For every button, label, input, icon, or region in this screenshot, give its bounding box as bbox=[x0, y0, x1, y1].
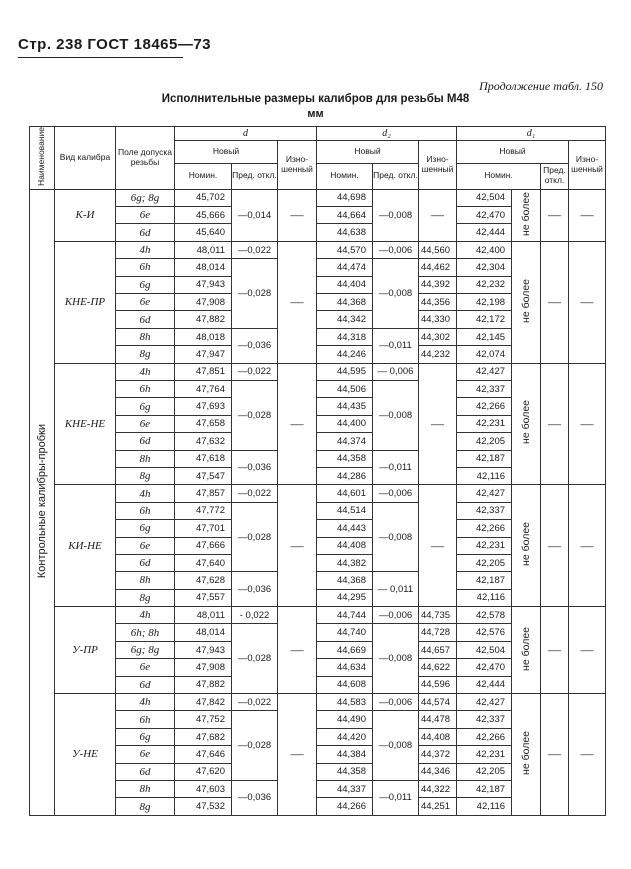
d-worn-cell: — bbox=[278, 241, 317, 363]
kind-cell: КИ-НЕ bbox=[55, 485, 116, 607]
d2-limdev-cell: —0,006 bbox=[373, 607, 419, 624]
d2-worn-cell: — bbox=[419, 189, 457, 241]
d2-limdev-cell: — 0,011 bbox=[373, 572, 419, 607]
d-nominal-cell: 48,014 bbox=[175, 259, 232, 276]
tolerance-cell: 6g bbox=[116, 398, 175, 415]
d-nominal-cell: 47,618 bbox=[175, 450, 232, 467]
table-title: Исполнительные размеры калибров для резьбы М48 bbox=[161, 93, 470, 105]
d2-limdev-cell: —0,008 bbox=[373, 381, 419, 451]
tolerance-cell: 8h bbox=[116, 328, 175, 345]
tolerance-cell: 6g bbox=[116, 728, 175, 745]
d-nominal-cell: 47,666 bbox=[175, 537, 232, 554]
tolerance-cell: 6h bbox=[116, 711, 175, 728]
d-limdev-cell: —0,028 bbox=[232, 624, 278, 694]
d1-nominal-cell: 42,205 bbox=[457, 433, 512, 450]
table-row bbox=[30, 694, 606, 711]
d1-nominal-cell: 42,504 bbox=[457, 641, 512, 658]
d1-nominal-cell: 42,266 bbox=[457, 728, 512, 745]
d2-limdev-cell: —0,008 bbox=[373, 711, 419, 781]
not-more-label: не более bbox=[520, 626, 533, 671]
d1-nominal-cell: 42,232 bbox=[457, 276, 512, 293]
d2-worn-cell: 44,735 bbox=[419, 607, 457, 624]
d2-limdev-cell: —0,011 bbox=[373, 780, 419, 815]
d1-nominal-cell: 42,337 bbox=[457, 711, 512, 728]
d2-worn-cell: 44,346 bbox=[419, 763, 457, 780]
d1-limdev-cell: — bbox=[541, 607, 569, 694]
d-nominal-cell: 47,908 bbox=[175, 294, 232, 311]
not-more-label: не более bbox=[520, 522, 533, 567]
d-limdev-cell: —0,036 bbox=[232, 450, 278, 485]
d-nominal-cell: 47,882 bbox=[175, 676, 232, 693]
tolerance-cell: 4h bbox=[116, 241, 175, 258]
d-nominal-cell: 47,857 bbox=[175, 485, 232, 502]
kind-cell: У-НЕ bbox=[55, 694, 116, 816]
kind-cell: КНЕ-ПР bbox=[55, 241, 116, 363]
head-naming: Наименование bbox=[30, 127, 55, 190]
tolerance-cell: 8g bbox=[116, 589, 175, 606]
d2-worn-cell: 44,462 bbox=[419, 259, 457, 276]
d2-nominal-cell: 44,698 bbox=[317, 189, 373, 206]
d2-nominal-cell: 44,374 bbox=[317, 433, 373, 450]
d2-worn-cell: 44,657 bbox=[419, 641, 457, 658]
d1-nominal-cell: 42,304 bbox=[457, 259, 512, 276]
d2-nominal-cell: 44,608 bbox=[317, 676, 373, 693]
d2-worn-cell: 44,232 bbox=[419, 346, 457, 363]
category-label: Контрольные калибры-пробки bbox=[36, 423, 48, 578]
d1-nominal-cell: 42,187 bbox=[457, 450, 512, 467]
tolerance-cell: 4h bbox=[116, 694, 175, 711]
d2-worn-cell: — bbox=[419, 485, 457, 607]
d1-nominal-cell: 42,444 bbox=[457, 676, 512, 693]
tolerance-cell: 8g bbox=[116, 346, 175, 363]
tolerance-cell: 6e bbox=[116, 659, 175, 676]
d2-limdev-cell: —0,006 bbox=[373, 241, 419, 258]
d2-worn-cell: 44,392 bbox=[419, 276, 457, 293]
d2-nominal-cell: 44,583 bbox=[317, 694, 373, 711]
d2-nominal-cell: 44,638 bbox=[317, 224, 373, 241]
d1-nominal-cell: 42,427 bbox=[457, 363, 512, 380]
d1-nominal-cell: 42,231 bbox=[457, 537, 512, 554]
d2-worn-cell: 44,408 bbox=[419, 728, 457, 745]
not-more-label: не более bbox=[520, 730, 533, 775]
tolerance-cell: 6e bbox=[116, 207, 175, 224]
d2-limdev-cell: —0,006 bbox=[373, 485, 419, 502]
d1-nominal-cell: 42,578 bbox=[457, 607, 512, 624]
d-limdev-cell: —0,028 bbox=[232, 711, 278, 781]
tolerance-cell: 6g bbox=[116, 520, 175, 537]
table-row bbox=[30, 485, 606, 502]
d1-nominal-cell: 42,116 bbox=[457, 589, 512, 606]
d2-nominal-cell: 44,358 bbox=[317, 450, 373, 467]
table-body bbox=[30, 189, 606, 815]
d2-nominal-cell: 44,318 bbox=[317, 328, 373, 345]
d2-worn-cell: 44,478 bbox=[419, 711, 457, 728]
d2-nominal-cell: 44,595 bbox=[317, 363, 373, 380]
tolerance-cell: 6e bbox=[116, 746, 175, 763]
kind-cell: КНЕ-НЕ bbox=[55, 363, 116, 485]
d-nominal-cell: 47,943 bbox=[175, 276, 232, 293]
tolerance-cell: 4h bbox=[116, 607, 175, 624]
d-nominal-cell: 47,943 bbox=[175, 641, 232, 658]
d2-nominal-cell: 44,408 bbox=[317, 537, 373, 554]
calibre-table bbox=[29, 126, 606, 816]
d2-worn-cell: 44,596 bbox=[419, 676, 457, 693]
d1-nominal-cell: 42,074 bbox=[457, 346, 512, 363]
d2-worn-cell: 44,322 bbox=[419, 780, 457, 797]
tolerance-cell: 6g; 8g bbox=[116, 189, 175, 206]
d2-nominal-cell: 44,664 bbox=[317, 207, 373, 224]
d1-nominal-cell: 42,400 bbox=[457, 241, 512, 258]
page-header: Стр. 238 ГОСТ 18465—73 bbox=[18, 36, 212, 53]
d2-nominal-cell: 44,601 bbox=[317, 485, 373, 502]
d-limdev-cell: —0,028 bbox=[232, 502, 278, 572]
tolerance-cell: 6e bbox=[116, 294, 175, 311]
head-d2-worn: Изно-шенный bbox=[419, 141, 457, 190]
d2-worn-cell: 44,560 bbox=[419, 241, 457, 258]
tolerance-cell: 6h; 8h bbox=[116, 624, 175, 641]
d1-worn-cell: — bbox=[569, 241, 606, 363]
tolerance-cell: 6g; 8g bbox=[116, 641, 175, 658]
not-more-cell bbox=[512, 189, 541, 241]
d2-nominal-cell: 44,266 bbox=[317, 798, 373, 815]
d1-nominal-cell: 42,205 bbox=[457, 554, 512, 571]
d1-limdev-cell: — bbox=[541, 189, 569, 241]
d1-limdev-cell: — bbox=[541, 485, 569, 607]
d1-nominal-cell: 42,266 bbox=[457, 520, 512, 537]
d-nominal-cell: 47,882 bbox=[175, 311, 232, 328]
head-kind: Вид калибра bbox=[55, 127, 116, 190]
tolerance-cell: 6h bbox=[116, 259, 175, 276]
tolerance-cell: 6d bbox=[116, 676, 175, 693]
head-d2-new: Новый bbox=[317, 141, 419, 164]
d1-nominal-cell: 42,427 bbox=[457, 694, 512, 711]
not-more-label: не более bbox=[520, 400, 533, 445]
d2-nominal-cell: 44,435 bbox=[317, 398, 373, 415]
d-limdev-cell: - 0,022 bbox=[232, 607, 278, 624]
tolerance-cell: 8h bbox=[116, 572, 175, 589]
d-nominal-cell: 47,547 bbox=[175, 467, 232, 484]
head-d1: d₁ bbox=[457, 127, 606, 141]
d2-nominal-cell: 44,669 bbox=[317, 641, 373, 658]
tolerance-cell: 8h bbox=[116, 780, 175, 797]
d-nominal-cell: 47,851 bbox=[175, 363, 232, 380]
d-nominal-cell: 47,764 bbox=[175, 381, 232, 398]
head-field: Поле допуска резьбы bbox=[116, 127, 175, 190]
d2-nominal-cell: 44,358 bbox=[317, 763, 373, 780]
d1-nominal-cell: 42,470 bbox=[457, 659, 512, 676]
d2-limdev-cell: — 0,006 bbox=[373, 363, 419, 380]
d1-nominal-cell: 42,145 bbox=[457, 328, 512, 345]
table-row bbox=[30, 607, 606, 624]
d-nominal-cell: 45,702 bbox=[175, 189, 232, 206]
d1-nominal-cell: 42,187 bbox=[457, 780, 512, 797]
tolerance-cell: 8g bbox=[116, 798, 175, 815]
d2-nominal-cell: 44,368 bbox=[317, 572, 373, 589]
d1-nominal-cell: 42,116 bbox=[457, 467, 512, 484]
table-unit: мм bbox=[307, 108, 324, 120]
head-d1-limdev: Пред. откл. bbox=[541, 163, 569, 189]
table-continuation: Продолжение табл. 150 bbox=[479, 79, 603, 93]
tolerance-cell: 6d bbox=[116, 763, 175, 780]
d-worn-cell: — bbox=[278, 485, 317, 607]
kind-cell: К-И bbox=[55, 189, 116, 241]
d2-nominal-cell: 44,514 bbox=[317, 502, 373, 519]
d2-nominal-cell: 44,368 bbox=[317, 294, 373, 311]
d-limdev-cell: —0,028 bbox=[232, 381, 278, 451]
d-nominal-cell: 47,628 bbox=[175, 572, 232, 589]
not-more-cell bbox=[512, 485, 541, 607]
tolerance-cell: 6e bbox=[116, 415, 175, 432]
d2-worn-cell: — bbox=[419, 363, 457, 485]
d-nominal-cell: 47,620 bbox=[175, 763, 232, 780]
tolerance-cell: 6d bbox=[116, 311, 175, 328]
d2-nominal-cell: 44,570 bbox=[317, 241, 373, 258]
d-limdev-cell: —0,036 bbox=[232, 328, 278, 363]
d2-nominal-cell: 44,474 bbox=[317, 259, 373, 276]
d2-nominal-cell: 44,443 bbox=[317, 520, 373, 537]
d2-limdev-cell: —0,008 bbox=[373, 189, 419, 241]
d-limdev-cell: —0,022 bbox=[232, 485, 278, 502]
tolerance-cell: 6g bbox=[116, 276, 175, 293]
d2-limdev-cell: —0,006 bbox=[373, 694, 419, 711]
d2-limdev-cell: —0,008 bbox=[373, 259, 419, 329]
d2-worn-cell: 44,330 bbox=[419, 311, 457, 328]
d1-nominal-cell: 42,231 bbox=[457, 746, 512, 763]
d1-worn-cell: — bbox=[569, 485, 606, 607]
d-nominal-cell: 47,532 bbox=[175, 798, 232, 815]
table-row bbox=[30, 241, 606, 258]
head-d-new: Новый bbox=[175, 141, 278, 164]
d1-nominal-cell: 42,337 bbox=[457, 502, 512, 519]
d-nominal-cell: 47,693 bbox=[175, 398, 232, 415]
head-d: d bbox=[175, 127, 317, 141]
tolerance-cell: 6h bbox=[116, 502, 175, 519]
d1-worn-cell: — bbox=[569, 607, 606, 694]
tolerance-cell: 6d bbox=[116, 433, 175, 450]
tolerance-cell: 4h bbox=[116, 363, 175, 380]
d2-worn-cell: 44,622 bbox=[419, 659, 457, 676]
tolerance-cell: 4h bbox=[116, 485, 175, 502]
tolerance-cell: 6d bbox=[116, 554, 175, 571]
d-limdev-cell: —0,014 bbox=[232, 189, 278, 241]
header-underline bbox=[18, 57, 183, 58]
tolerance-cell: 8g bbox=[116, 467, 175, 484]
d2-nominal-cell: 44,342 bbox=[317, 311, 373, 328]
d1-limdev-cell: — bbox=[541, 694, 569, 816]
d1-nominal-cell: 42,576 bbox=[457, 624, 512, 641]
head-d-worn: Изно-шенный bbox=[278, 141, 317, 190]
d2-nominal-cell: 44,382 bbox=[317, 554, 373, 571]
d1-nominal-cell: 42,172 bbox=[457, 311, 512, 328]
d2-nominal-cell: 44,286 bbox=[317, 467, 373, 484]
not-more-cell bbox=[512, 241, 541, 363]
d2-nominal-cell: 44,404 bbox=[317, 276, 373, 293]
d-nominal-cell: 48,011 bbox=[175, 241, 232, 258]
d-limdev-cell: —0,022 bbox=[232, 363, 278, 380]
d2-nominal-cell: 44,337 bbox=[317, 780, 373, 797]
tolerance-cell: 6h bbox=[116, 381, 175, 398]
d-nominal-cell: 47,752 bbox=[175, 711, 232, 728]
head-d-limdev: Пред. откл. bbox=[232, 163, 278, 189]
d-worn-cell: — bbox=[278, 363, 317, 485]
head-d1-worn: Изно-шенный bbox=[569, 141, 606, 190]
head-d1-nominal: Номин. bbox=[457, 163, 541, 189]
d2-nominal-cell: 44,246 bbox=[317, 346, 373, 363]
d-limdev-cell: —0,028 bbox=[232, 259, 278, 329]
d1-worn-cell: — bbox=[569, 189, 606, 241]
d2-limdev-cell: —0,008 bbox=[373, 502, 419, 572]
d2-nominal-cell: 44,506 bbox=[317, 381, 373, 398]
d2-nominal-cell: 44,420 bbox=[317, 728, 373, 745]
kind-cell: У-ПР bbox=[55, 607, 116, 694]
head-d2-nominal: Номин. bbox=[317, 163, 373, 189]
d1-nominal-cell: 42,266 bbox=[457, 398, 512, 415]
head-d-nominal: Номин. bbox=[175, 163, 232, 189]
table-row bbox=[30, 189, 606, 206]
not-more-label: не более bbox=[520, 278, 533, 323]
d2-nominal-cell: 44,295 bbox=[317, 589, 373, 606]
tolerance-cell: 8h bbox=[116, 450, 175, 467]
d-limdev-cell: —0,022 bbox=[232, 694, 278, 711]
d-nominal-cell: 47,908 bbox=[175, 659, 232, 676]
d-nominal-cell: 47,682 bbox=[175, 728, 232, 745]
d1-worn-cell: — bbox=[569, 694, 606, 816]
d-worn-cell: — bbox=[278, 607, 317, 694]
d1-nominal-cell: 42,231 bbox=[457, 415, 512, 432]
d-nominal-cell: 47,646 bbox=[175, 746, 232, 763]
d2-limdev-cell: —0,011 bbox=[373, 450, 419, 485]
d-limdev-cell: —0,022 bbox=[232, 241, 278, 258]
category-cell bbox=[30, 189, 55, 815]
d-nominal-cell: 48,018 bbox=[175, 328, 232, 345]
d1-nominal-cell: 42,337 bbox=[457, 381, 512, 398]
d2-nominal-cell: 44,744 bbox=[317, 607, 373, 624]
d-nominal-cell: 48,011 bbox=[175, 607, 232, 624]
not-more-cell bbox=[512, 694, 541, 816]
d1-nominal-cell: 42,427 bbox=[457, 485, 512, 502]
d1-limdev-cell: — bbox=[541, 363, 569, 485]
d2-nominal-cell: 44,400 bbox=[317, 415, 373, 432]
d1-nominal-cell: 42,116 bbox=[457, 798, 512, 815]
d-limdev-cell: —0,036 bbox=[232, 572, 278, 607]
d-nominal-cell: 47,772 bbox=[175, 502, 232, 519]
not-more-cell bbox=[512, 607, 541, 694]
d-nominal-cell: 48,014 bbox=[175, 624, 232, 641]
d-nominal-cell: 47,947 bbox=[175, 346, 232, 363]
d-worn-cell: — bbox=[278, 189, 317, 241]
d2-worn-cell: 44,251 bbox=[419, 798, 457, 815]
d2-worn-cell: 44,372 bbox=[419, 746, 457, 763]
d1-nominal-cell: 42,444 bbox=[457, 224, 512, 241]
d2-nominal-cell: 44,490 bbox=[317, 711, 373, 728]
d-nominal-cell: 47,640 bbox=[175, 554, 232, 571]
d2-worn-cell: 44,728 bbox=[419, 624, 457, 641]
d-nominal-cell: 47,842 bbox=[175, 694, 232, 711]
d2-worn-cell: 44,302 bbox=[419, 328, 457, 345]
d1-nominal-cell: 42,470 bbox=[457, 207, 512, 224]
d1-nominal-cell: 42,504 bbox=[457, 189, 512, 206]
head-d2-limdev: Пред. откл. bbox=[373, 163, 419, 189]
d1-nominal-cell: 42,198 bbox=[457, 294, 512, 311]
d-nominal-cell: 45,666 bbox=[175, 207, 232, 224]
d-nominal-cell: 47,603 bbox=[175, 780, 232, 797]
tolerance-cell: 6d bbox=[116, 224, 175, 241]
not-more-cell bbox=[512, 363, 541, 485]
table-row bbox=[30, 363, 606, 380]
d2-worn-cell: 44,356 bbox=[419, 294, 457, 311]
d1-limdev-cell: — bbox=[541, 241, 569, 363]
tolerance-cell: 6e bbox=[116, 537, 175, 554]
d-worn-cell: — bbox=[278, 694, 317, 816]
d-nominal-cell: 47,701 bbox=[175, 520, 232, 537]
d-nominal-cell: 45,640 bbox=[175, 224, 232, 241]
d2-limdev-cell: —0,008 bbox=[373, 624, 419, 694]
d1-nominal-cell: 42,187 bbox=[457, 572, 512, 589]
head-d1-new: Новый bbox=[457, 141, 569, 164]
table-head bbox=[30, 127, 606, 190]
d-nominal-cell: 47,557 bbox=[175, 589, 232, 606]
head-d2: d₂ bbox=[317, 127, 457, 141]
d2-nominal-cell: 44,384 bbox=[317, 746, 373, 763]
d2-worn-cell: 44,574 bbox=[419, 694, 457, 711]
not-more-label: не более bbox=[520, 191, 533, 236]
d1-nominal-cell: 42,205 bbox=[457, 763, 512, 780]
d-limdev-cell: —0,036 bbox=[232, 780, 278, 815]
d2-nominal-cell: 44,740 bbox=[317, 624, 373, 641]
d-nominal-cell: 47,632 bbox=[175, 433, 232, 450]
d2-nominal-cell: 44,634 bbox=[317, 659, 373, 676]
d-nominal-cell: 47,658 bbox=[175, 415, 232, 432]
d2-limdev-cell: —0,011 bbox=[373, 328, 419, 363]
d1-worn-cell: — bbox=[569, 363, 606, 485]
